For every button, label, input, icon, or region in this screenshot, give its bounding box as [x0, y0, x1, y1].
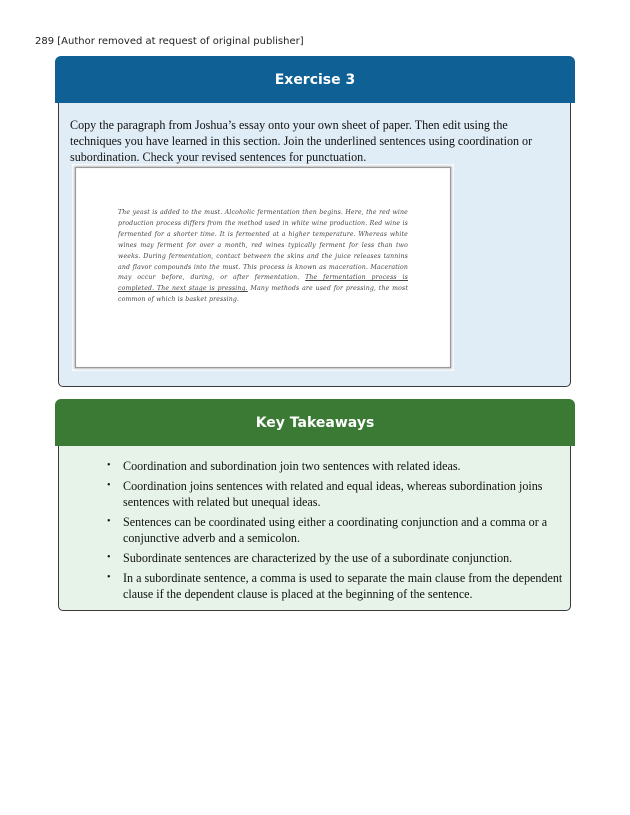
list-item — [103, 458, 563, 474]
handwritten-paragraph — [118, 208, 408, 306]
key-takeaways-body — [58, 446, 571, 611]
bullet-icon: • — [107, 516, 111, 527]
exercise-title: Exercise 3 — [274, 71, 356, 88]
list-item-text: Coordination and subordination join two sentences with related ideas. — [123, 459, 461, 473]
list-item — [103, 478, 563, 510]
key-takeaways-header — [55, 399, 575, 446]
page-header: 289 [Author removed at request of original publisher] — [35, 36, 304, 47]
exercise-instructions: Copy the paragraph from Joshua’s essay onto your own sheet of paper. Then edit using the techniques you have learned in this section. Join the underlined sentences using coordination or subordination. Check your revised sentences for punctuation. — [70, 118, 533, 164]
paper-sheet — [75, 167, 451, 368]
paragraph-text-before: The yeast is added to the must. Alcoholic fermentation then begins. Here, the red wine production process differs from the method used in white wine production. Red wine is fermented for a shorter time. It is fermented at a higher temperature. Whereas white wines may ferment for over a month, red wines typically ferment for less than two weeks. During fermentation, contact between the skins and the juice releases tannins and flavor compounds into the must. This process is known as maceration. Maceration may occur before, during, or after fermentation. — [118, 209, 408, 282]
key-takeaways-list — [103, 458, 563, 606]
bullet-icon: • — [107, 572, 111, 583]
underlined-sentences: The fermentation process is completed. The next stage is pressing. — [118, 274, 408, 293]
bullet-icon: • — [107, 480, 111, 491]
exercise-header — [55, 56, 575, 103]
bullet-icon: • — [107, 460, 111, 471]
exercise-body — [58, 103, 571, 387]
handwritten-essay-image — [72, 164, 454, 371]
list-item-text: In a subordinate sentence, a comma is used to separate the main clause from the dependent clause if the dependent clause is placed at the beginning of the sentence. — [123, 571, 563, 601]
list-item-text: Subordinate sentences are characterized by the use of a subordinate conjunction. — [123, 551, 513, 565]
list-item — [103, 550, 563, 566]
list-item — [103, 570, 563, 602]
list-item-text: Sentences can be coordinated using either a coordinating conjunction and a comma or a conjunctive adverb and a semicolon. — [123, 515, 548, 545]
list-item-text: Coordination joins sentences with related and equal ideas, whereas subordination joins sentences with related but unequal ideas. — [123, 479, 543, 509]
key-takeaways-title: Key Takeaways — [255, 414, 375, 431]
list-item — [103, 514, 563, 546]
paragraph-text-after: Many methods are used for pressing, the most common of which is basket pressing. — [118, 285, 408, 304]
bullet-icon: • — [107, 552, 111, 563]
